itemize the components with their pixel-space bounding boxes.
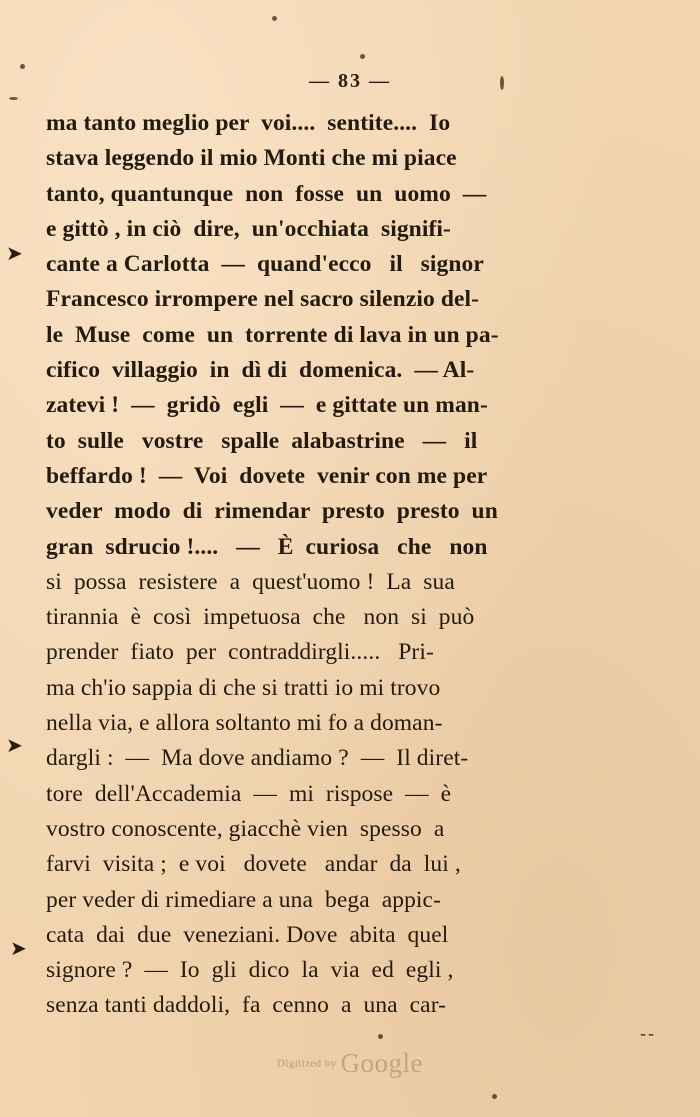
text-line: e gittò , in ciò dire, un'occhiata signifi- bbox=[46, 215, 451, 242]
margin-dash-mark: -- bbox=[640, 1023, 656, 1043]
text-line: stava leggendo il mio Monti che mi piace bbox=[46, 145, 457, 172]
text-line: vostro conoscente, giacchè vien spesso a bbox=[46, 815, 445, 842]
text-line: signore ? — Io gli dico la via ed egli , bbox=[46, 957, 454, 984]
scan-speck bbox=[492, 1094, 497, 1099]
margin-arrow-icon: ➤ bbox=[6, 241, 23, 265]
scan-speck bbox=[272, 16, 277, 21]
text-line: le Muse come un torrente di lava in un pa- bbox=[46, 321, 499, 348]
page-text-body bbox=[46, 106, 608, 1024]
text-line: Francesco irrompere nel sacro silenzio del- bbox=[46, 286, 480, 313]
text-line: si possa resistere a quest'uomo ! La sua bbox=[46, 568, 455, 595]
text-line: zatevi ! — gridò egli — e gittate un man- bbox=[46, 392, 488, 419]
text-line: tanto, quantunque non fosse un uomo — bbox=[46, 180, 487, 207]
digitized-by-label: Digitized by bbox=[277, 1057, 337, 1070]
text-line: beffardo ! — Voi dovete venir con me per bbox=[46, 462, 488, 489]
text-line: per veder di rimediare a una bega appic- bbox=[46, 886, 442, 913]
margin-arrow-icon: ➤ bbox=[6, 733, 23, 757]
text-line: cante a Carlotta — quand'ecco il signor bbox=[46, 251, 484, 278]
text-line: ma tanto meglio per voi.... sentite.... Io bbox=[46, 110, 451, 136]
text-line: nella via, e allora soltanto mi fo a doman- bbox=[46, 710, 443, 737]
text-line: cata dai due veneziani. Dove abita quel bbox=[46, 921, 449, 948]
text-line: tore dell'Accademia — mi risposе — è bbox=[46, 780, 452, 807]
scan-speck bbox=[20, 64, 25, 69]
text-line: cifico villaggio in dì di domenica. — Al- bbox=[46, 357, 475, 384]
text-line: tirannia è così impetuosa che non si può bbox=[46, 604, 475, 631]
text-line: ma ch'io sappia di che si tratti io mi trovo bbox=[46, 674, 441, 701]
text-line: prender fiato per contraddirgli..... Pri- bbox=[46, 639, 434, 666]
text-line: gran sdrucio !.... — È curiosa che non bbox=[46, 533, 488, 560]
text-line: veder modo di rimendar presto presto un bbox=[46, 498, 498, 525]
page-number: — 83 — bbox=[309, 70, 391, 92]
margin-arrow-icon: ➤ bbox=[10, 936, 27, 960]
scan-speck bbox=[378, 1034, 383, 1039]
scan-speck bbox=[360, 54, 365, 59]
google-wordmark: Google bbox=[340, 1048, 423, 1078]
text-line: senza tanti daddoli, fa cenno a una car- bbox=[46, 992, 447, 1019]
digitization-watermark bbox=[0, 1048, 700, 1079]
text-line: farvi visita ; e voi dovete andar da lui , bbox=[46, 851, 461, 878]
scan-speck bbox=[9, 97, 18, 100]
text-line: dargli : — Ma dove andiamo ? — Il diret- bbox=[46, 745, 469, 772]
text-line: to sulle vostre spalle alabastrine — il bbox=[46, 427, 478, 454]
